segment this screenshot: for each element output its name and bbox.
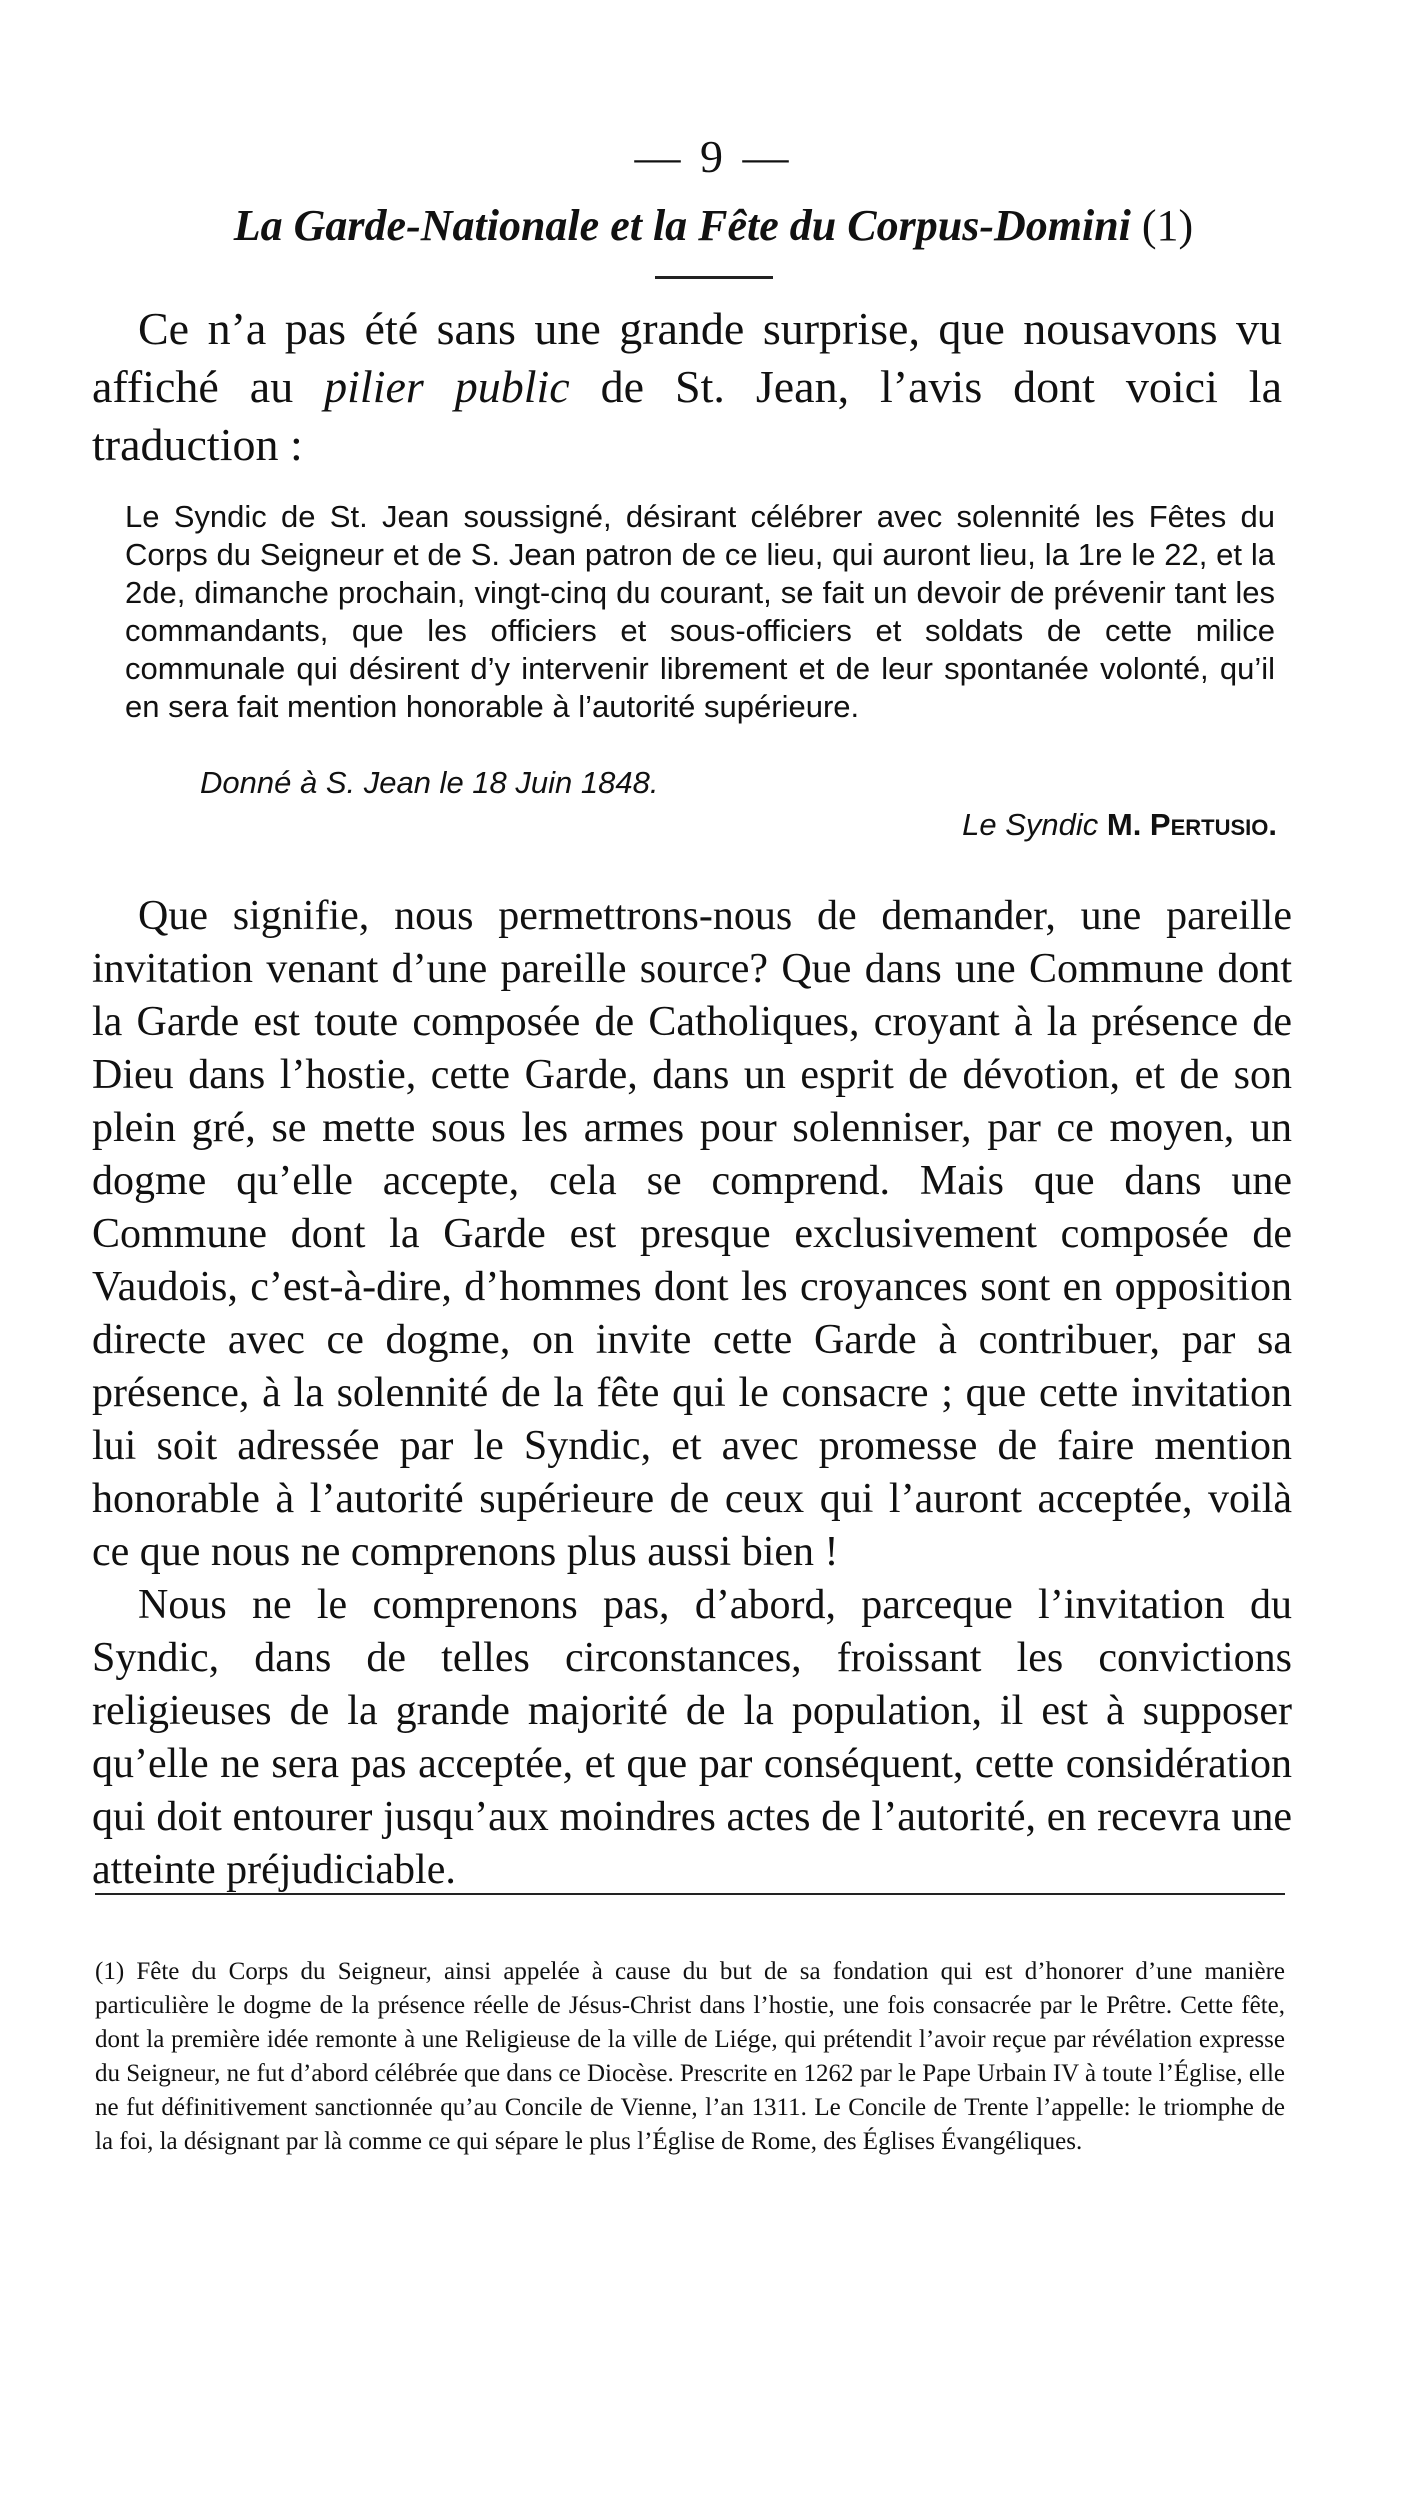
notice-date: Donné à S. Jean le 18 Juin 1848. <box>200 765 659 800</box>
intro-before: Ce n’a pas été sans une grande surprise, que nousavons vu affiché au <box>92 303 1282 412</box>
notice-signature <box>962 807 1277 843</box>
body-text <box>92 890 1292 1897</box>
footnote-marker: (1) <box>95 1958 125 1985</box>
signature-name: M. Pertusio. <box>1106 807 1277 842</box>
page-title <box>0 200 1427 251</box>
quoted-notice: Le Syndic de St. Jean soussigné, désirant célébrer avec solennité les Fêtes du Corps du Seigneur et de S. Jean patron de ce lieu, qui auront lieu, la 1re le 22, et la 2de, dimanche prochain, vingt-cinq du courant, se fait un devoir de prévenir tant les commandants, que les officiers et sous-officiers et soldats de cette milice communale qui désirent d’y intervenir librement et de leur spontanée volonté, qu’il en sera fait mention honorable à l’autorité supérieure. <box>125 499 1275 724</box>
page-number: — 9 — <box>634 131 793 182</box>
intro-emphasis: pilier public <box>324 361 570 412</box>
intro-paragraph <box>92 300 1282 474</box>
intro-after: de St. Jean, l’avis dont voici la traduction : <box>92 361 1282 470</box>
title-text: La Garde-Nationale et la Fête du Corpus-Domini <box>233 201 1131 250</box>
footnote-separator <box>95 1893 1285 1895</box>
footnote-reference: (1) <box>1141 201 1194 250</box>
title-rule <box>655 276 773 279</box>
signature-title: Le Syndic <box>962 807 1099 842</box>
body-paragraph-1: Que signifie, nous permettrons-nous de demander, une pareille invitation venant d’une pareille source? Que dans une Commune dont la Garde est toute composée de Catholiques, croyant à la présence de Dieu dans l’hostie, cette Garde, dans un esprit de dévotion, et de son plein gré, se mette sous les armes pour solenniser, par ce moyen, un dogme qu’elle accepte, cela se comprend. Mais que dans une Commune dont la Garde est presque exclusivement composée de Vaudois, c’est-à-dire, d’hommes dont les croyances sont en opposition directe avec ce dogme, on invite cette Garde à contribuer, par sa présence, à la solennité de la fête qui le consacre ; que cette invitation lui soit adressée par le Syndic, et avec promesse de faire mention honorable à l’autorité supérieure de ceux qui l’auront acceptée, voilà ce que nous ne comprenons plus aussi bien ! <box>92 893 1292 1575</box>
footnote <box>95 1955 1285 2159</box>
body-paragraph-2: Nous ne le comprenons pas, d’abord, parceque l’invitation du Syndic, dans de telles circonstances, froissant les convictions religieuses de la grande majorité de la population, il est à supposer qu’elle ne sera pas acceptée, et que par conséquent, cette considération qui doit entourer jusqu’aux moindres actes de l’autorité, en recevra une atteinte préjudiciable. <box>92 1582 1292 1893</box>
footnote-text: Fête du Corps du Seigneur, ainsi appelée à cause du but de sa fondation qui est d’honorer d’une manière particulière le dogme de la présence réelle de Jésus-Christ dans l’hostie, une fois consacrée par le Prêtre. Cette fête, dont la première idée remonte à une Religieuse de la ville de Liége, qui prétendit l’avoir reçue par révélation expresse du Seigneur, ne fut d’abord célébrée que dans ce Diocèse. Prescrite en 1262 par le Pape Urbain IV à toute l’Église, elle ne fut définitivement sanctionnée qu’au Concile de Vienne, l’an 1311. Le Concile de Trente l’appelle: le triomphe de la foi, la désignant par là comme ce qui sépare le plus l’Église de Rome, des Églises Évangéliques. <box>95 1958 1285 2155</box>
